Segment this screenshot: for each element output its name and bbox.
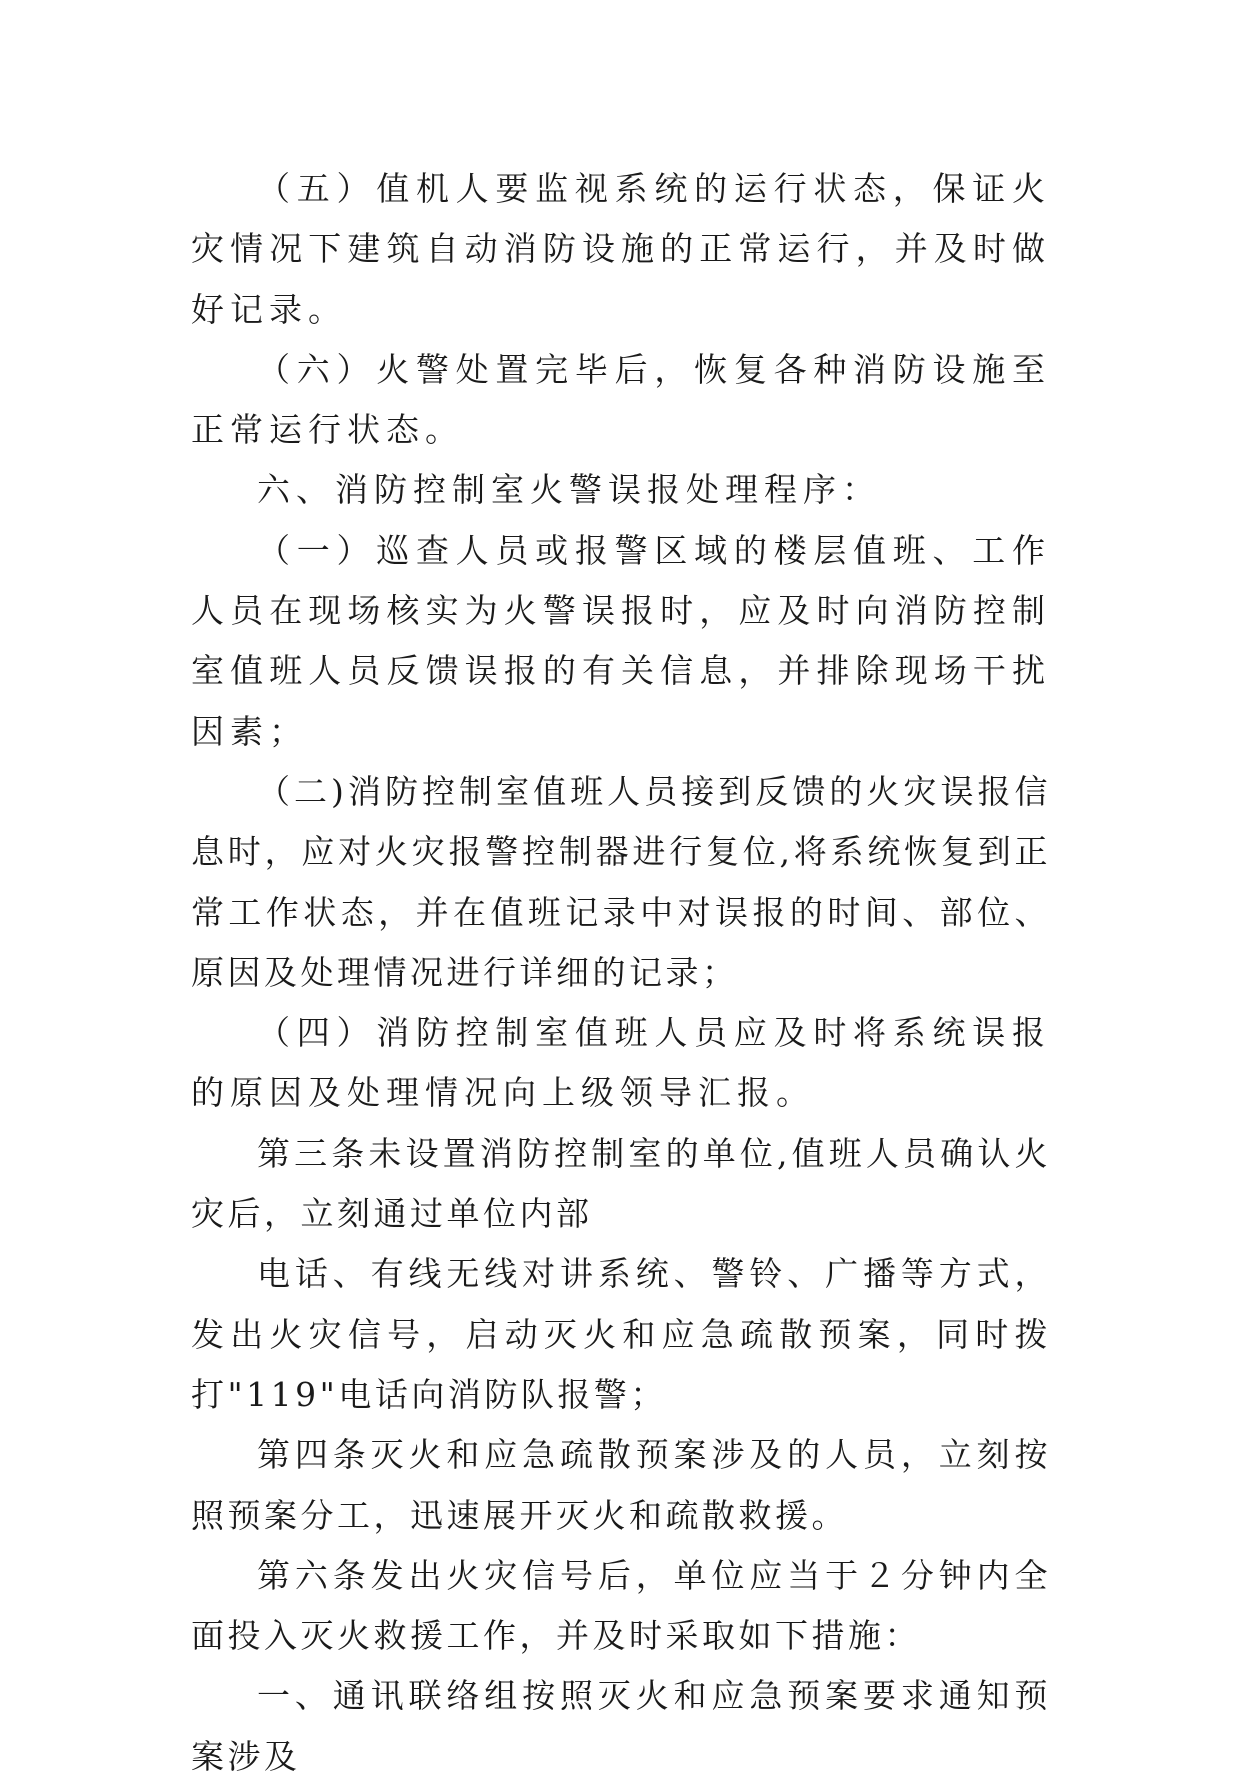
paragraph-article-six: 第六条发出火灾信号后，单位应当于２分钟内全面投入灭火救援工作，并及时采取如下措施：: [191, 1555, 1051, 1656]
section-heading-false-alarm: 六、消防控制室火警误报处理程序：: [257, 470, 881, 510]
document-body: [191, 159, 1051, 1787]
paragraph-restore-facilities: （六）火警处置完毕后，恢复各种消防设施至正常运行状态。: [191, 349, 1051, 450]
paragraph-false-alarm-report: （四）消防控制室值班人员应及时将系统误报的原因及处理情况向上级领导汇报。: [191, 1013, 1051, 1113]
paragraph-article-three: 第三条未设置消防控制室的单位,值班人员确认火灾后，立刻通过单位内部: [191, 1133, 1051, 1234]
paragraph-false-alarm-verify: （一）巡查人员或报警区域的楼层值班、工作人员在现场核实为火警误报时，应及时向消防控制室值班人员反馈误报的有关信息，并排除现场干扰因素；: [191, 530, 1051, 751]
paragraph-fire-signal: 电话、有线无线对讲系统、警铃、广播等方式，发出火灾信号，启动灭火和应急疏散预案，同时拨打"119"电话向消防队报警；: [191, 1254, 1051, 1414]
paragraph-false-alarm-reset: （二)消防控制室值班人员接到反馈的火灾误报信息时，应对火灾报警控制器进行复位,将系统恢复到正常工作状态，并在值班记录中对误报的时间、部位、原因及处理情况进行详细的记录；: [191, 771, 1051, 992]
paragraph-article-four: 第四条灭火和应急疏散预案涉及的人员，立刻按照预案分工，迅速展开灭火和疏散救援。: [191, 1435, 1051, 1535]
paragraph-duty-monitoring: （五）值机人要监视系统的运行状态，保证火灾情况下建筑自动消防设施的正常运行，并及时做好记录。: [191, 169, 1051, 329]
paragraph-communication-group: 一、通讯联络组按照灭火和应急预案要求通知预案涉及: [191, 1676, 1051, 1776]
